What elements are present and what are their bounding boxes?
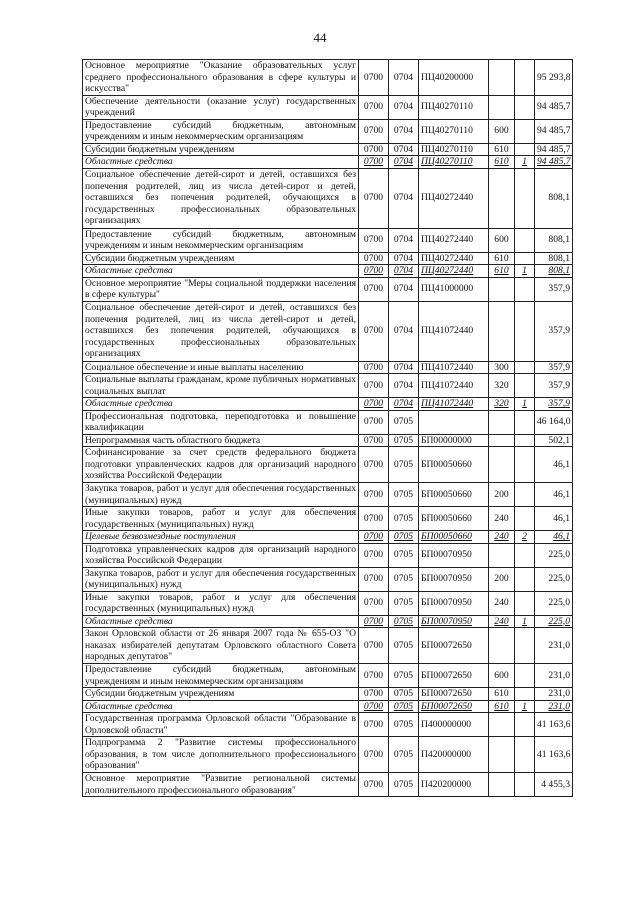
table-row [83, 398, 573, 411]
cell-section: 0700 [359, 628, 389, 664]
cell-section: 0700 [359, 713, 389, 737]
page-number: 44 [313, 30, 327, 45]
cell-section: 0700 [359, 398, 389, 411]
cell-subsection: 0704 [389, 301, 419, 361]
cell-section: 0700 [359, 95, 389, 119]
cell-amount: 808,1 [535, 265, 573, 278]
cell-section: 0700 [359, 688, 389, 701]
cell-subsection: 0705 [389, 591, 419, 615]
cell-section: 0700 [359, 700, 389, 713]
cell-name: Основное мероприятие "Оказание образовательных услуг среднего профессионального образования в сфере культуры и искусства" [83, 60, 359, 96]
cell-amount: 4 455,3 [535, 773, 573, 797]
cell-expense-type [489, 713, 515, 737]
cell-name: Непрограммная часть областного бюджета [83, 434, 359, 447]
cell-expense-type [489, 737, 515, 773]
cell-name: Закупка товаров, работ и услуг для обеспечения государственных (муниципальных) нужд [83, 483, 359, 507]
cell-target-article: ПЦ41072440 [419, 361, 489, 374]
cell-funding-group [515, 361, 535, 374]
cell-subsection: 0705 [389, 483, 419, 507]
cell-name: Обеспечение деятельности (оказание услуг) государственных учреждений [83, 95, 359, 119]
cell-section: 0700 [359, 737, 389, 773]
table-row [83, 688, 573, 701]
cell-name: Субсидии бюджетным учреждениям [83, 143, 359, 156]
cell-expense-type [489, 434, 515, 447]
cell-name: Софинансирование за счет средств федерального бюджета подготовки управленческих кадров для организаций народного хозяйства Российской Федерации [83, 447, 359, 483]
cell-funding-group [515, 483, 535, 507]
cell-section: 0700 [359, 447, 389, 483]
cell-funding-group [515, 507, 535, 531]
cell-amount: 231,0 [535, 628, 573, 664]
cell-expense-type: 240 [489, 591, 515, 615]
cell-name: Подготовка управленческих кадров для организаций народного хозяйства Российской Федерации [83, 543, 359, 567]
cell-subsection: 0705 [389, 531, 419, 544]
table-row [83, 410, 573, 434]
cell-name: Областные средства [83, 700, 359, 713]
cell-name: Областные средства [83, 615, 359, 628]
cell-subsection: 0705 [389, 410, 419, 434]
table-row [83, 531, 573, 544]
cell-subsection: 0705 [389, 628, 419, 664]
cell-expense-type [489, 447, 515, 483]
cell-subsection: 0705 [389, 713, 419, 737]
cell-expense-type: 600 [489, 664, 515, 688]
cell-target-article: ПЦ40270110 [419, 143, 489, 156]
table-row [83, 591, 573, 615]
cell-expense-type: 320 [489, 374, 515, 398]
cell-section: 0700 [359, 252, 389, 265]
table-row [83, 713, 573, 737]
cell-amount: 808,1 [535, 252, 573, 265]
cell-expense-type: 600 [489, 228, 515, 252]
cell-section: 0700 [359, 361, 389, 374]
cell-section: 0700 [359, 434, 389, 447]
table-row [83, 168, 573, 228]
table-row [83, 60, 573, 96]
cell-amount: 357,9 [535, 398, 573, 411]
cell-expense-type [489, 543, 515, 567]
cell-target-article: ПЦ40272440 [419, 252, 489, 265]
cell-expense-type: 600 [489, 119, 515, 143]
cell-section: 0700 [359, 664, 389, 688]
cell-target-article: П400000000 [419, 713, 489, 737]
cell-name: Предоставление субсидий бюджетным, автономным учреждениям и иным некоммерческим организациям [83, 228, 359, 252]
cell-target-article: ПЦ40200000 [419, 60, 489, 96]
cell-amount: 94 485,7 [535, 95, 573, 119]
table-row [83, 700, 573, 713]
cell-funding-group [515, 591, 535, 615]
cell-name: Субсидии бюджетным учреждениям [83, 252, 359, 265]
table-row [83, 119, 573, 143]
cell-funding-group [515, 664, 535, 688]
cell-subsection: 0705 [389, 737, 419, 773]
cell-amount: 808,1 [535, 168, 573, 228]
cell-target-article: ПЦ41072440 [419, 398, 489, 411]
cell-amount: 46,1 [535, 483, 573, 507]
cell-name: Иные закупки товаров, работ и услуг для обеспечения государственных (муниципальных) нужд [83, 591, 359, 615]
table-row [83, 156, 573, 169]
cell-subsection: 0704 [389, 398, 419, 411]
cell-amount: 225,0 [535, 567, 573, 591]
cell-funding-group [515, 447, 535, 483]
cell-subsection: 0705 [389, 507, 419, 531]
cell-section: 0700 [359, 119, 389, 143]
cell-amount: 225,0 [535, 591, 573, 615]
table-row [83, 664, 573, 688]
cell-funding-group [515, 228, 535, 252]
cell-subsection: 0704 [389, 143, 419, 156]
table-row [83, 252, 573, 265]
cell-subsection: 0705 [389, 447, 419, 483]
cell-target-article: ПЦ41000000 [419, 277, 489, 301]
cell-section: 0700 [359, 483, 389, 507]
cell-funding-group [515, 773, 535, 797]
cell-section: 0700 [359, 277, 389, 301]
cell-subsection: 0705 [389, 773, 419, 797]
cell-target-article: БП00070950 [419, 591, 489, 615]
cell-funding-group [515, 60, 535, 96]
cell-section: 0700 [359, 60, 389, 96]
cell-funding-group [515, 688, 535, 701]
cell-amount: 225,0 [535, 543, 573, 567]
cell-subsection: 0705 [389, 664, 419, 688]
cell-subsection: 0704 [389, 374, 419, 398]
cell-funding-group: 1 [515, 615, 535, 628]
cell-expense-type: 320 [489, 398, 515, 411]
cell-expense-type: 200 [489, 483, 515, 507]
cell-name: Предоставление субсидий бюджетным, автономным учреждениям и иным некоммерческим организациям [83, 664, 359, 688]
table-body [83, 60, 573, 797]
cell-subsection: 0704 [389, 168, 419, 228]
cell-target-article: БП00070950 [419, 567, 489, 591]
cell-amount: 357,9 [535, 361, 573, 374]
cell-subsection: 0705 [389, 700, 419, 713]
cell-amount: 46 164,0 [535, 410, 573, 434]
cell-section: 0700 [359, 265, 389, 278]
cell-name: Подпрограмма 2 "Развитие системы профессионального образования, в том числе дополнительного профессионального образования" [83, 737, 359, 773]
cell-name: Областные средства [83, 156, 359, 169]
cell-target-article: БП00050660 [419, 483, 489, 507]
cell-target-article: ПЦ40270110 [419, 156, 489, 169]
cell-amount: 46,1 [535, 507, 573, 531]
cell-name: Иные закупки товаров, работ и услуг для обеспечения государственных (муниципальных) нужд [83, 507, 359, 531]
cell-amount: 231,0 [535, 688, 573, 701]
cell-section: 0700 [359, 374, 389, 398]
cell-amount: 231,0 [535, 700, 573, 713]
table-row [83, 773, 573, 797]
cell-funding-group: 1 [515, 700, 535, 713]
table-row [83, 628, 573, 664]
cell-amount: 41 163,6 [535, 713, 573, 737]
table-row [83, 361, 573, 374]
cell-subsection: 0704 [389, 361, 419, 374]
cell-name: Государственная программа Орловской области "Образование в Орловской области" [83, 713, 359, 737]
cell-subsection: 0705 [389, 543, 419, 567]
cell-section: 0700 [359, 507, 389, 531]
cell-funding-group [515, 277, 535, 301]
cell-expense-type: 300 [489, 361, 515, 374]
cell-target-article: ПЦ41072440 [419, 374, 489, 398]
cell-funding-group [515, 410, 535, 434]
table-row [83, 95, 573, 119]
cell-funding-group [515, 301, 535, 361]
cell-expense-type: 240 [489, 531, 515, 544]
cell-section: 0700 [359, 143, 389, 156]
cell-subsection: 0704 [389, 95, 419, 119]
cell-amount: 808,1 [535, 228, 573, 252]
cell-subsection: 0705 [389, 567, 419, 591]
cell-expense-type: 610 [489, 252, 515, 265]
cell-expense-type: 610 [489, 156, 515, 169]
cell-funding-group [515, 628, 535, 664]
cell-expense-type: 610 [489, 143, 515, 156]
cell-expense-type: 610 [489, 700, 515, 713]
cell-funding-group [515, 168, 535, 228]
cell-target-article: БП00050660 [419, 531, 489, 544]
cell-funding-group [515, 119, 535, 143]
cell-subsection: 0704 [389, 277, 419, 301]
cell-section: 0700 [359, 168, 389, 228]
cell-subsection: 0704 [389, 228, 419, 252]
table-row [83, 737, 573, 773]
cell-section: 0700 [359, 543, 389, 567]
cell-funding-group [515, 737, 535, 773]
cell-target-article: ПЦ40270110 [419, 95, 489, 119]
cell-name: Целевые безвозмездные поступления [83, 531, 359, 544]
table-row [83, 615, 573, 628]
cell-name: Основное мероприятие "Меры социальной поддержки населения в сфере культуры" [83, 277, 359, 301]
cell-target-article: ПЦ40272440 [419, 265, 489, 278]
cell-section: 0700 [359, 773, 389, 797]
table-row [83, 507, 573, 531]
cell-subsection: 0704 [389, 156, 419, 169]
cell-target-article: БП00070950 [419, 543, 489, 567]
cell-amount: 357,9 [535, 374, 573, 398]
cell-expense-type: 240 [489, 615, 515, 628]
cell-expense-type [489, 773, 515, 797]
cell-name: Основное мероприятие "Развитие региональной системы дополнительного профессионального образования" [83, 773, 359, 797]
cell-section: 0700 [359, 591, 389, 615]
cell-funding-group [515, 143, 535, 156]
cell-subsection: 0704 [389, 252, 419, 265]
cell-expense-type [489, 168, 515, 228]
cell-amount: 357,9 [535, 277, 573, 301]
table-row [83, 447, 573, 483]
cell-amount: 231,0 [535, 664, 573, 688]
cell-name: Социальное обеспечение детей-сирот и детей, оставшихся без попечения родителей, лиц из числа детей-сирот и детей, оставшихся без попечения родителей, обучающихся в государственных профессиональных образовательных организациях [83, 301, 359, 361]
cell-name: Закупка товаров, работ и услуг для обеспечения государственных (муниципальных) нужд [83, 567, 359, 591]
cell-amount: 94 485,7 [535, 119, 573, 143]
cell-target-article: П420200000 [419, 773, 489, 797]
cell-subsection: 0705 [389, 615, 419, 628]
cell-expense-type [489, 410, 515, 434]
cell-amount: 46,1 [535, 447, 573, 483]
cell-expense-type [489, 60, 515, 96]
cell-section: 0700 [359, 301, 389, 361]
cell-target-article: ПЦ40270110 [419, 119, 489, 143]
table-row [83, 143, 573, 156]
budget-table [82, 59, 573, 797]
table-row [83, 567, 573, 591]
cell-section: 0700 [359, 410, 389, 434]
cell-target-article: БП00050660 [419, 447, 489, 483]
cell-subsection: 0705 [389, 688, 419, 701]
cell-name: Профессиональная подготовка, переподготовка и повышение квалификации [83, 410, 359, 434]
cell-amount: 225,0 [535, 615, 573, 628]
cell-name: Субсидии бюджетным учреждениям [83, 688, 359, 701]
cell-funding-group [515, 713, 535, 737]
table-row [83, 543, 573, 567]
cell-funding-group [515, 567, 535, 591]
cell-target-article: П420000000 [419, 737, 489, 773]
cell-name: Социальные выплаты гражданам, кроме публичных нормативных социальных выплат [83, 374, 359, 398]
cell-amount: 502,1 [535, 434, 573, 447]
cell-name: Социальное обеспечение детей-сирот и детей, оставшихся без попечения родителей, лиц из числа детей-сирот и детей, оставшихся без попечения родителей, обучающихся в государственных профессиональных образовательных организациях [83, 168, 359, 228]
cell-expense-type: 610 [489, 688, 515, 701]
cell-target-article: БП00070950 [419, 615, 489, 628]
cell-target-article: БП00072650 [419, 628, 489, 664]
cell-target-article: БП00072650 [419, 700, 489, 713]
cell-amount: 41 163,6 [535, 737, 573, 773]
cell-amount: 46,1 [535, 531, 573, 544]
cell-funding-group [515, 252, 535, 265]
cell-name: Областные средства [83, 398, 359, 411]
cell-section: 0700 [359, 615, 389, 628]
cell-target-article: ПЦ40272440 [419, 168, 489, 228]
cell-target-article: БП00050660 [419, 507, 489, 531]
cell-funding-group: 2 [515, 531, 535, 544]
cell-amount: 94 485,7 [535, 143, 573, 156]
cell-section: 0700 [359, 228, 389, 252]
table-row [83, 277, 573, 301]
cell-name: Областные средства [83, 265, 359, 278]
cell-subsection: 0704 [389, 265, 419, 278]
cell-expense-type: 240 [489, 507, 515, 531]
cell-name: Закон Орловской области от 26 января 2007 года № 655-ОЗ "О наказах избирателей депутатам Орловского областного Совета народных депутатов" [83, 628, 359, 664]
cell-expense-type [489, 628, 515, 664]
cell-funding-group [515, 95, 535, 119]
cell-target-article: ПЦ41072440 [419, 301, 489, 361]
cell-funding-group [515, 374, 535, 398]
table-row [83, 228, 573, 252]
cell-section: 0700 [359, 156, 389, 169]
cell-target-article: ПЦ40272440 [419, 228, 489, 252]
cell-amount: 95 293,8 [535, 60, 573, 96]
cell-expense-type [489, 95, 515, 119]
cell-subsection: 0705 [389, 434, 419, 447]
cell-expense-type: 610 [489, 265, 515, 278]
cell-section: 0700 [359, 531, 389, 544]
table-row [83, 265, 573, 278]
cell-target-article [419, 410, 489, 434]
table-row [83, 301, 573, 361]
cell-amount: 94 485,7 [535, 156, 573, 169]
cell-name: Предоставление субсидий бюджетным, автономным учреждениям и иным некоммерческим организациям [83, 119, 359, 143]
cell-funding-group [515, 543, 535, 567]
cell-subsection: 0704 [389, 119, 419, 143]
cell-subsection: 0704 [389, 60, 419, 96]
cell-target-article: БП00000000 [419, 434, 489, 447]
cell-funding-group [515, 434, 535, 447]
cell-name: Социальное обеспечение и иные выплаты населению [83, 361, 359, 374]
cell-funding-group: 1 [515, 265, 535, 278]
table-row [83, 483, 573, 507]
cell-funding-group: 1 [515, 398, 535, 411]
cell-target-article: БП00072650 [419, 688, 489, 701]
cell-funding-group: 1 [515, 156, 535, 169]
cell-section: 0700 [359, 567, 389, 591]
cell-expense-type: 200 [489, 567, 515, 591]
cell-expense-type [489, 301, 515, 361]
cell-expense-type [489, 277, 515, 301]
table-row [83, 434, 573, 447]
table-row [83, 374, 573, 398]
cell-amount: 357,9 [535, 301, 573, 361]
cell-target-article: БП00072650 [419, 664, 489, 688]
